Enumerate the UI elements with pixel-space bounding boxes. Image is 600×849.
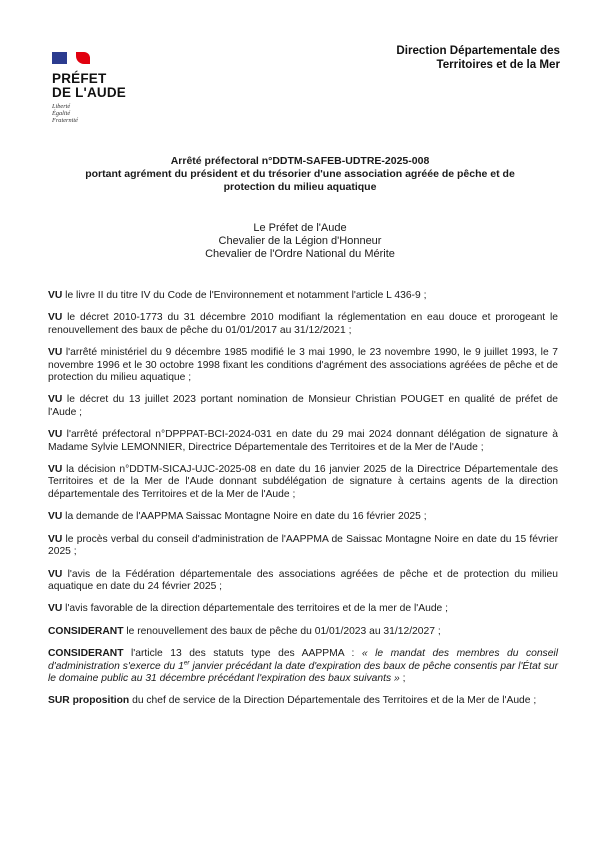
paragraph — [48, 429, 558, 454]
direction-line2: Territoires et de la Mer — [436, 58, 560, 71]
paragraph — [48, 394, 558, 419]
paragraph-text: du chef de service de la Direction Départementale des Territoires et de la Mer de l'Aude ; — [129, 695, 537, 707]
paragraph-text: l'arrêté ministériel du 9 décembre 1985 modifié le 3 mai 1990, le 23 novembre 1990, le 9 juillet 1993, le 7 novembre 1996 et le 30 octobre 1998 fixant les conditions d'agrément des associations agréées de pêche et de protection du milieu aquatique ; — [48, 347, 558, 384]
paragraph-keyword: SUR proposition — [48, 695, 130, 707]
paragraph-tail: ; — [399, 672, 406, 684]
republic-motto — [52, 103, 172, 125]
paragraph — [48, 534, 558, 559]
paragraph-keyword: VU — [48, 568, 63, 580]
paragraph-text: l'avis de la Fédération départementale des associations agréées de pêche et de protection du milieu aquatique en date du 24 février 2025 ; — [48, 568, 558, 592]
paragraph-keyword: VU — [48, 603, 63, 615]
prefet-line3: Chevalier de l'Ordre National du Mérite — [205, 248, 395, 260]
paragraph — [48, 464, 558, 501]
prefet-block — [100, 222, 500, 261]
paragraph-keyword: CONSIDERANT — [48, 625, 124, 637]
paragraph — [48, 347, 558, 384]
prefet-line2: Chevalier de la Légion d'Honneur — [218, 235, 382, 247]
title-line1: Arrêté préfectoral n°DDTM-SAFEB-UDTRE-2025-008 — [170, 155, 430, 167]
paragraph — [48, 569, 558, 594]
paragraph-keyword: VU — [48, 533, 63, 545]
prefet-logo — [52, 50, 172, 125]
motto-liberte: Liberté — [52, 103, 71, 110]
paragraph-keyword: VU — [48, 347, 63, 359]
logo-title-line1: PRÉFET — [52, 71, 107, 86]
paragraph-text: l'article 13 des statuts type des AAPPMA : — [123, 648, 362, 660]
paragraph-keyword: VU — [48, 464, 63, 476]
paragraph-text: l'avis favorable de la direction départementale des territoires et de la mer de l'Aude ; — [62, 603, 449, 615]
marianne-emblem-icon — [52, 50, 92, 72]
document-body — [48, 290, 558, 718]
paragraph — [48, 511, 558, 523]
title-line3: protection du milieu aquatique — [223, 181, 377, 194]
paragraph-proposition — [48, 695, 558, 707]
logo-title-line2: DE L'AUDE — [52, 85, 127, 100]
statutes-quote-sup: er — [183, 659, 190, 667]
statutes-quote-part2: janvier précédant la date d'expiration des baux de pêche consentis par l'État sur le domaine public au 31 décembre précédant l'expiration des baux suivants » — [48, 660, 558, 684]
paragraph-keyword: VU — [48, 429, 63, 441]
paragraph-keyword: VU — [48, 511, 63, 523]
paragraph — [48, 603, 558, 615]
paragraph-text: l'arrêté préfectoral n°DPPPAT-BCI-2024-031 en date du 29 mai 2024 donnant délégation de signature à Madame Sylvie LEMONNIER, Directrice Départementale des Territoires et de la Mer de l'Aude ; — [48, 429, 558, 453]
direction-line1: Direction Départementale des — [396, 44, 560, 57]
title-line2: portant agrément du président et du trésorier d'une association agréée de pêche et de — [85, 168, 515, 181]
paragraph-keyword: VU — [48, 394, 63, 406]
paragraph — [48, 290, 558, 302]
motto-fraternite: Fraternité — [52, 117, 78, 125]
paragraph-text: le décret 2010-1773 du 31 décembre 2010 modifiant la réglementation en eau douce et prorogeant le renouvellement des baux de pêche du 01/01/2017 au 31/12/2021 ; — [48, 312, 558, 336]
paragraph-statutes — [48, 648, 558, 685]
document-title — [60, 155, 540, 195]
paragraph-keyword: CONSIDERANT — [48, 648, 124, 660]
paragraph-keyword: VU — [48, 312, 63, 324]
prefet-line1: Le Préfet de l'Aude — [253, 222, 347, 234]
paragraph — [48, 626, 558, 638]
statutes-quote-part1: « le mandat des membres du conseil d'administration s'exerce du 1 — [48, 648, 559, 672]
paragraph-text: la demande de l'AAPPMA Saissac Montagne Noire en date du 16 février 2025 ; — [62, 511, 427, 523]
logo-title — [52, 72, 172, 100]
paragraph-text: le renouvellement des baux de pêche du 01/01/2023 au 31/12/2027 ; — [123, 625, 441, 637]
paragraph-text: le décret du 13 juillet 2023 portant nomination de Monsieur Christian POUGET en qualité de préfet de l'Aude ; — [48, 394, 558, 418]
issuing-direction — [396, 44, 560, 72]
paragraph-text: le livre II du titre IV du Code de l'Environnement et notamment l'article L 436-9 ; — [62, 290, 427, 301]
paragraph-text: le procès verbal du conseil d'administration de l'AAPPMA de Saissac Montagne Noire en date du 15 février 2025 ; — [48, 533, 558, 558]
motto-egalite: Égalité — [52, 110, 71, 118]
paragraph — [48, 312, 558, 337]
paragraph-text: la décision n°DDTM-SICAJ-UJC-2025-08 en date du 16 janvier 2025 de la Directrice Départementale des Territoires et de la Mer de l'Aude donnant subdélégation de signature à certains agents de la direction départementale des Territoires et de la Mer de l'Aude ; — [48, 464, 558, 500]
paragraph-keyword: VU — [48, 290, 63, 301]
